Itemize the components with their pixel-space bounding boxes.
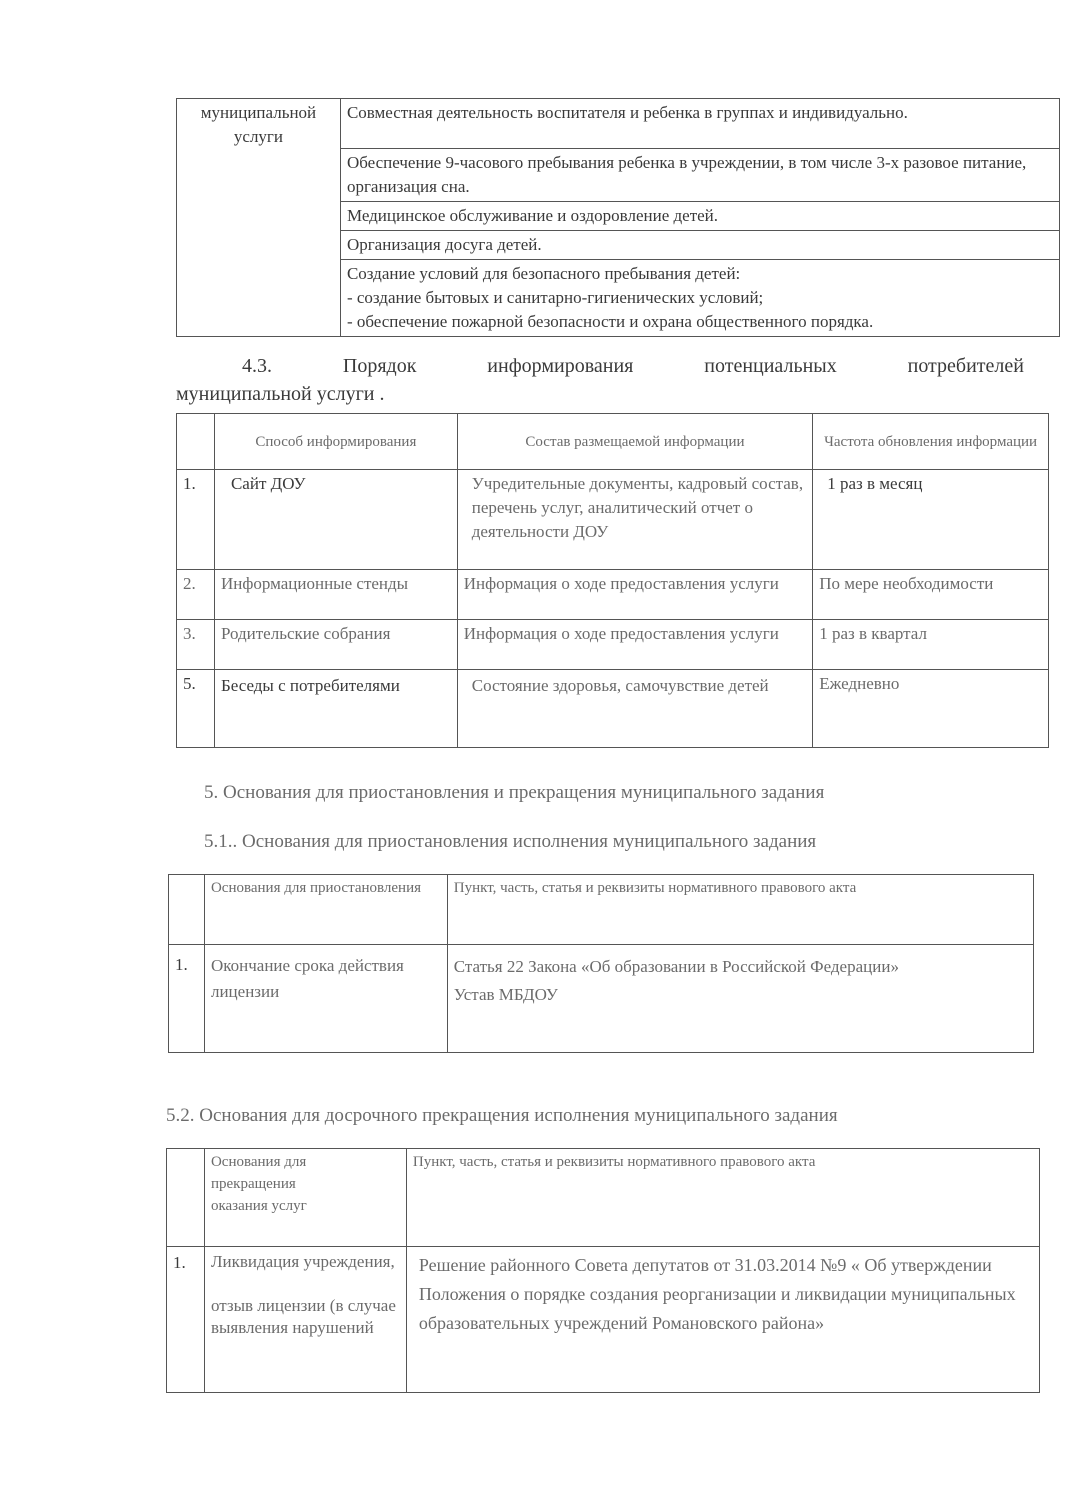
services-table xyxy=(176,98,1060,337)
row-number: 1. xyxy=(169,945,205,1053)
act-cell: Статья 22 Закона «Об образовании в Российской Федерации» Устав МБДОУ xyxy=(447,945,1033,1053)
service-item: Совместная деятельность воспитателя и ребенка в группах и индивидуально. xyxy=(340,99,1059,149)
row-number: 1. xyxy=(167,1247,205,1393)
service-item: Создание условий для безопасного пребывания детей: - создание бытовых и санитарно-гигиенических условий; - обеспечение пожарной безопасности и охрана общественного порядка. xyxy=(340,260,1059,337)
table-row xyxy=(177,620,1049,670)
header-cell: Основания для приостановления xyxy=(204,875,447,945)
frequency-cell: По мере необходимости xyxy=(813,570,1049,620)
services-label-cell: муниципальной услуги xyxy=(177,99,341,337)
informing-table xyxy=(176,413,1049,748)
table-row xyxy=(177,670,1049,748)
section-4-3-heading xyxy=(176,352,1024,408)
table-row xyxy=(167,1247,1040,1393)
heading-line-2: муниципальной услуги . xyxy=(176,383,385,405)
table-row xyxy=(177,570,1049,620)
heading-word: Порядок xyxy=(342,355,417,377)
termination-table xyxy=(166,1148,1040,1393)
service-item: Медицинское обслуживание и оздоровление детей. xyxy=(340,202,1059,231)
reason-cell: Окончание срока действия лицензии xyxy=(204,945,447,1053)
method-cell: Информационные стенды xyxy=(214,570,457,620)
method-cell: Сайт ДОУ xyxy=(214,470,457,570)
header-cell xyxy=(177,414,215,470)
service-item: Организация досуга детей. xyxy=(340,231,1059,260)
table-row xyxy=(169,945,1034,1053)
section-5-2-heading: 5.2. Основания для досрочного прекращения исполнения муниципального задания xyxy=(166,1105,838,1126)
header-cell: Основания для прекращения оказания услуг xyxy=(204,1149,406,1247)
row-number: 1. xyxy=(177,470,215,570)
method-cell: Беседы с потребителями xyxy=(214,670,457,748)
header-cell: Пункт, часть, статья и реквизиты нормативного правового акта xyxy=(406,1149,1039,1247)
heading-word: потенциальных xyxy=(704,355,837,377)
header-cell: Способ информирования xyxy=(214,414,457,470)
row-number: 3. xyxy=(177,620,215,670)
content-cell: Информация о ходе предоставления услуги xyxy=(457,570,813,620)
frequency-cell: 1 раз в квартал xyxy=(813,620,1049,670)
frequency-cell: Ежедневно xyxy=(813,670,1049,748)
content-cell: Состояние здоровья, самочувствие детей xyxy=(457,670,813,748)
suspension-table xyxy=(168,874,1034,1053)
service-item: Обеспечение 9-часового пребывания ребенка в учреждении, в том числе 3-х разовое питание, организация сна. xyxy=(340,149,1059,202)
row-number: 5. xyxy=(177,670,215,748)
heading-word: потребителей xyxy=(907,355,1024,377)
content-cell: Информация о ходе предоставления услуги xyxy=(457,620,813,670)
method-cell: Родительские собрания xyxy=(214,620,457,670)
frequency-cell: 1 раз в месяц xyxy=(813,470,1049,570)
reason-cell: Ликвидация учреждения, отзыв лицензии (в случае выявления нарушений xyxy=(204,1247,406,1393)
section-5-heading: 5. Основания для приостановления и прекращения муниципального задания xyxy=(204,782,825,803)
header-cell: Пункт, часть, статья и реквизиты нормативного правового акта xyxy=(447,875,1033,945)
section-5-1-heading: 5.1.. Основания для приостановления исполнения муниципального задания xyxy=(204,831,817,852)
section-number: 4.3. xyxy=(242,355,272,377)
header-cell xyxy=(169,875,205,945)
act-cell: Решение районного Совета депутатов от 31.03.2014 №9 « Об утверждении Положения о порядке создания реорганизации и ликвидации муниципальных образовательных учреждений Романовского района» xyxy=(406,1247,1039,1393)
header-cell: Состав размещаемой информации xyxy=(457,414,813,470)
heading-word: информирования xyxy=(487,355,634,377)
table-row xyxy=(177,470,1049,570)
header-cell: Частота обновления информации xyxy=(813,414,1049,470)
row-number: 2. xyxy=(177,570,215,620)
header-cell xyxy=(167,1149,205,1247)
content-cell: Учредительные документы, кадровый состав, перечень услуг, аналитический отчет о деятельности ДОУ xyxy=(457,470,813,570)
